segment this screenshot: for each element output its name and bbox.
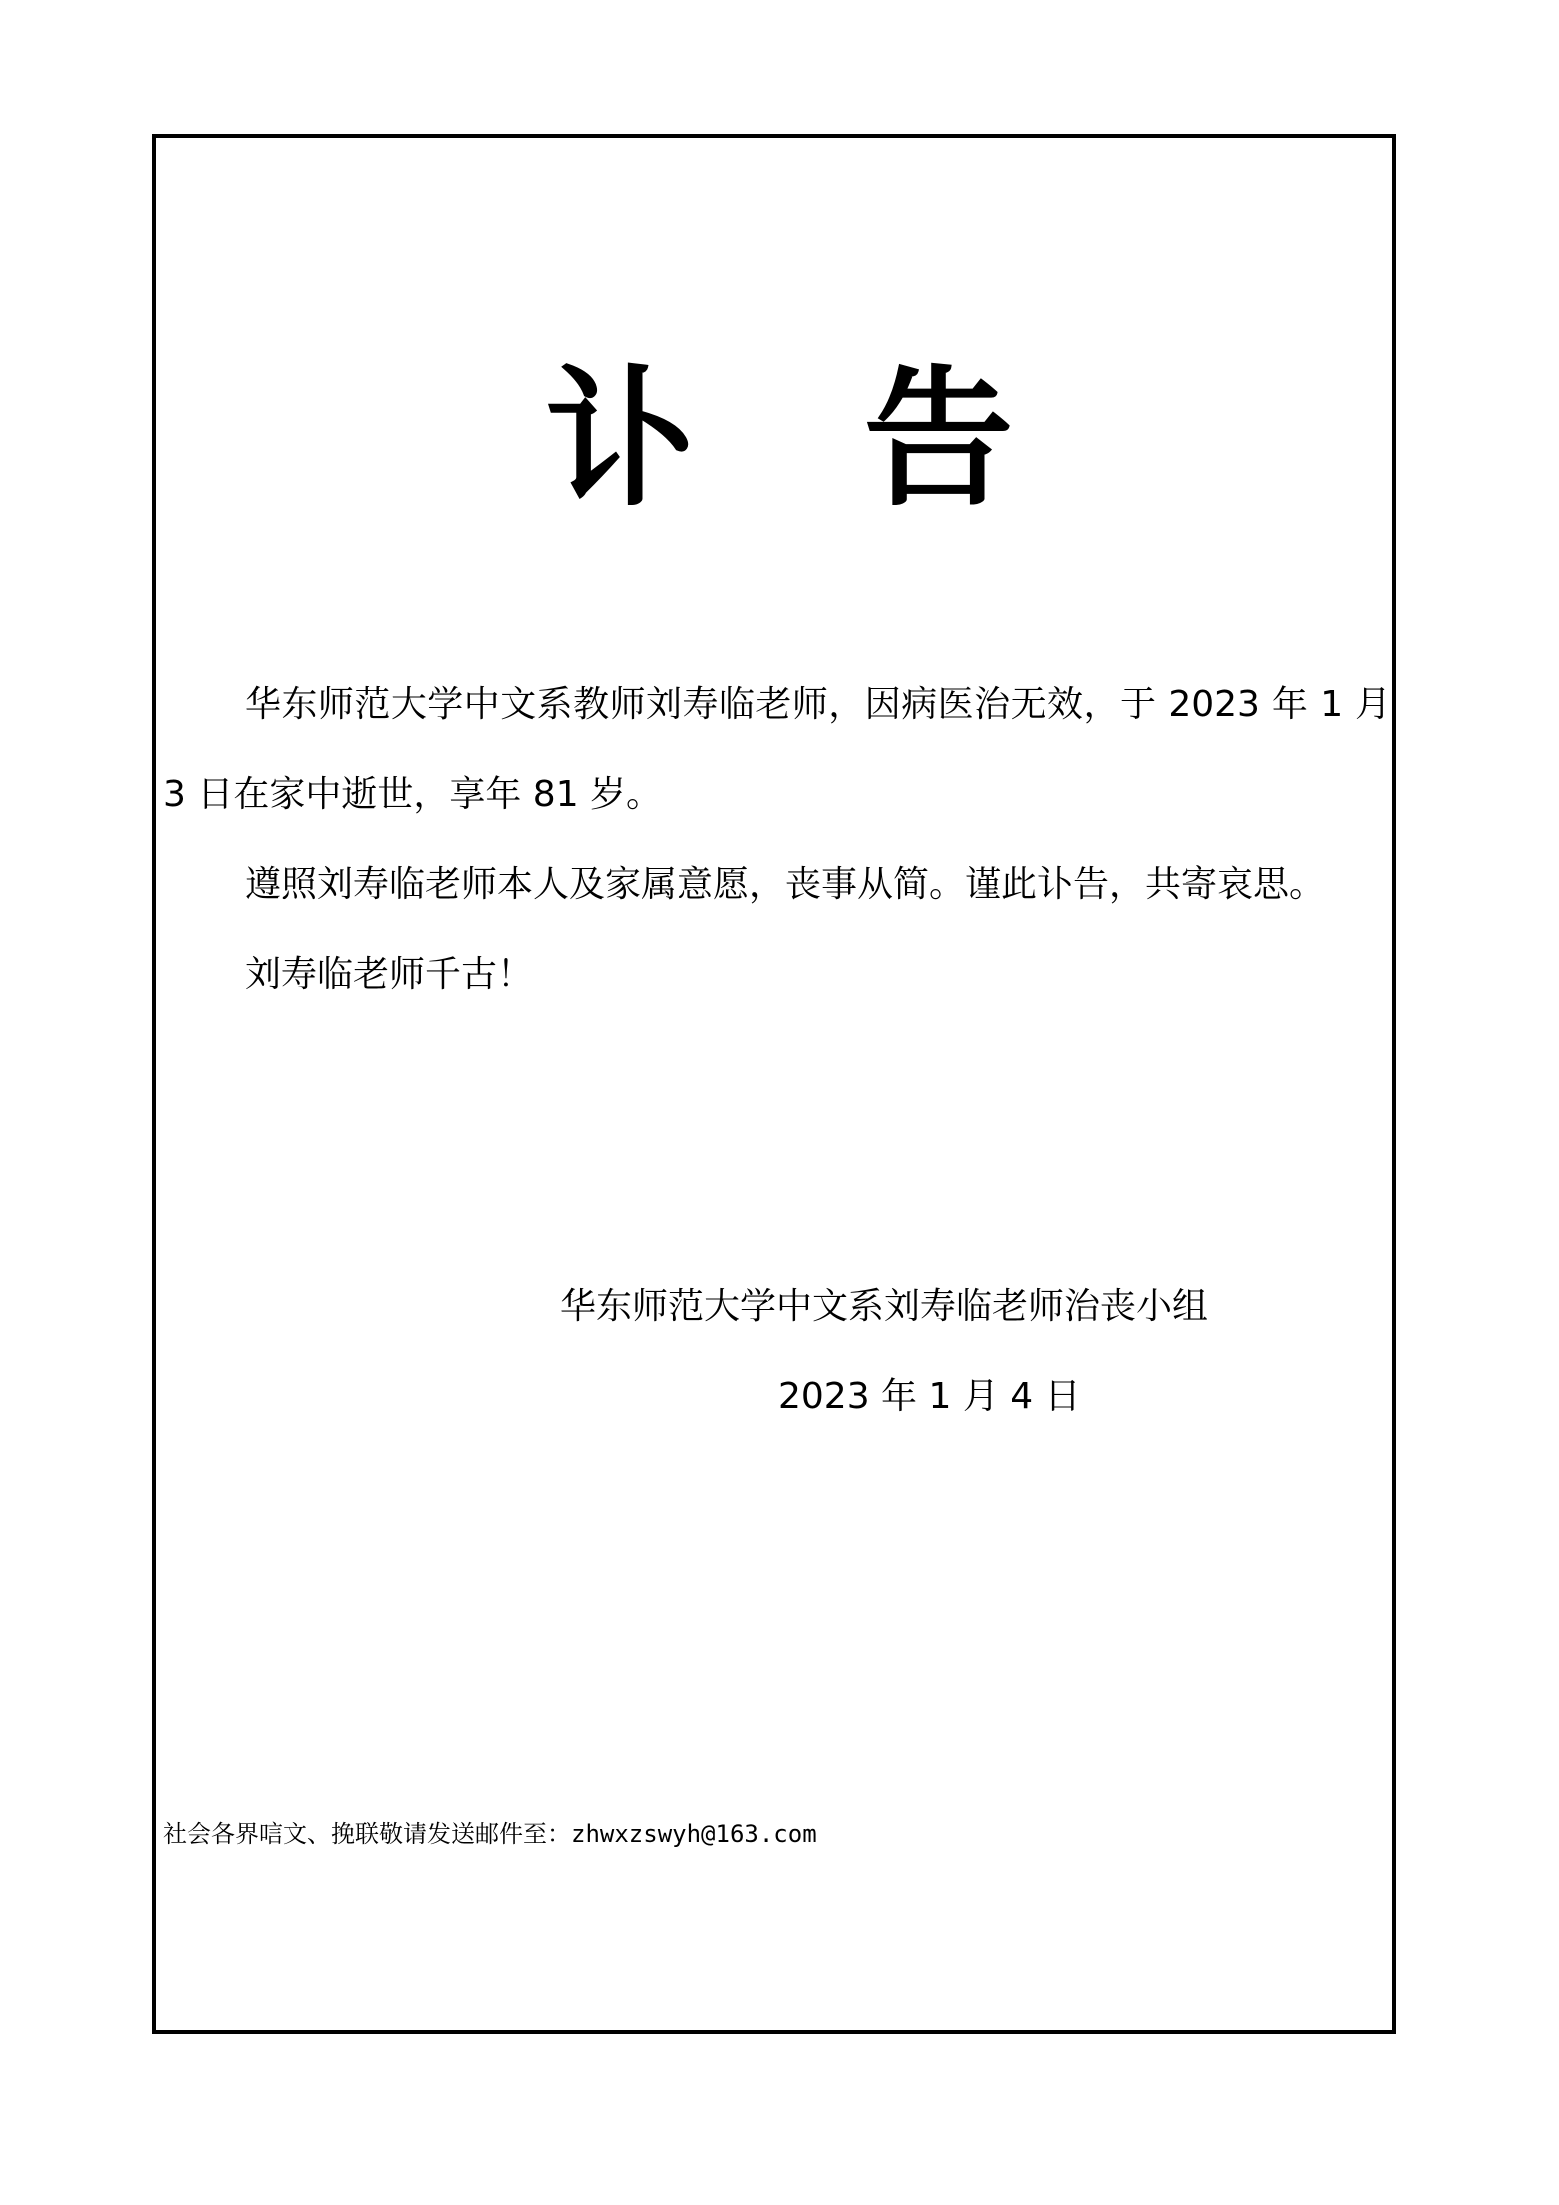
contact-email: zhwxzswyh@163.com — [571, 1820, 817, 1848]
notice-body — [163, 660, 1391, 1020]
title-char-1: 讣 — [545, 353, 696, 527]
paragraph-tribute: 刘寿临老师千古！ — [245, 954, 534, 995]
paragraph-announcement: 华东师范大学中文系教师刘寿临老师，因病医治无效，于 2023 年 1 月 3 日在家中逝世，享年 81 岁。 — [163, 684, 1391, 815]
footer-text: 社会各界唁文、挽联敬请发送邮件至： — [163, 1820, 571, 1848]
title-char-2: 告 — [863, 353, 1014, 527]
signature-organization: 华东师范大学中文系刘寿临老师治丧小组 — [560, 1286, 1209, 1327]
paragraph-arrangements: 遵照刘寿临老师本人及家属意愿，丧事从简。谨此讣告，共寄哀思。 — [245, 864, 1326, 905]
signature-date: 2023 年 1 月 4 日 — [778, 1376, 1081, 1417]
notice-title — [0, 350, 1559, 530]
footer-contact-note — [163, 1812, 817, 1856]
